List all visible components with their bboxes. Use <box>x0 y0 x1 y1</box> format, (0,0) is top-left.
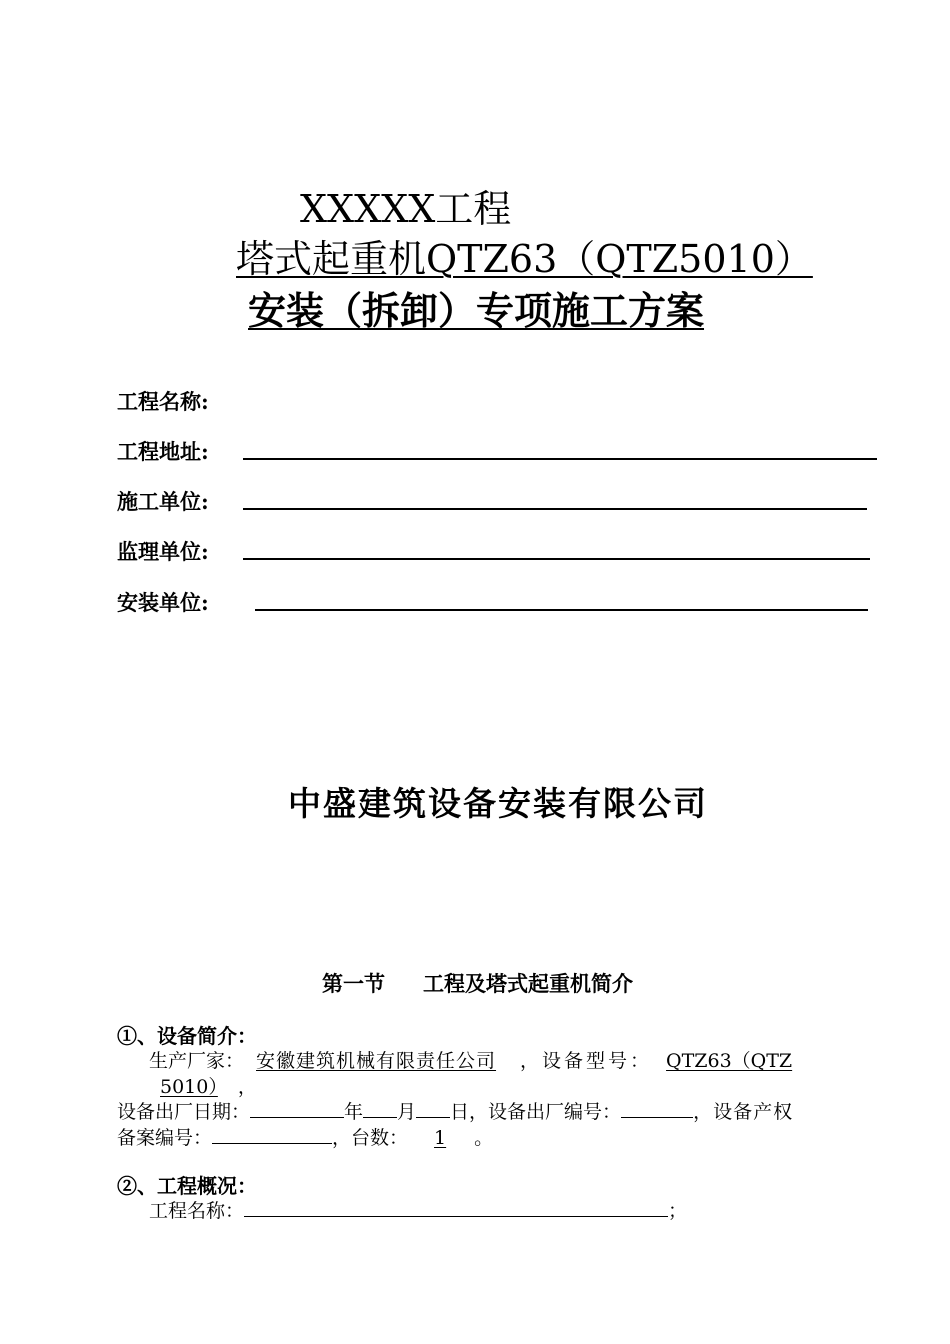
model-label: ，设备型号： <box>520 1050 653 1072</box>
manufacturer-line <box>149 1046 792 1073</box>
manufacturer-value: 安徽建筑机械有限责任公司 <box>256 1050 497 1072</box>
record-label-2: 备案编号： <box>117 1127 213 1149</box>
blank-serial[interactable] <box>621 1099 693 1118</box>
model-continue-line <box>160 1072 257 1099</box>
company-name: 中盛建筑设备安装有限公司 <box>288 784 708 823</box>
project-heading: ②、工程概况： <box>117 1174 257 1198</box>
blank-day[interactable] <box>416 1099 450 1118</box>
title-plan: 安装（拆卸）专项施工方案 <box>248 288 705 333</box>
date-label: 设备出厂日期： <box>117 1101 251 1123</box>
project-name-label: 工程名称： <box>149 1200 245 1222</box>
field-line-project-address[interactable] <box>243 458 877 460</box>
blank-date[interactable] <box>250 1099 344 1118</box>
count-value: 1 <box>434 1127 447 1149</box>
title-crane-model: 塔式起重机QTZ63（QTZ5010） <box>236 237 813 281</box>
equipment-heading: ①、设备简介： <box>117 1024 257 1048</box>
field-line-installation-unit[interactable] <box>255 609 868 611</box>
field-label-installation-unit: 安装单位: <box>117 590 209 615</box>
blank-project-name[interactable] <box>244 1198 668 1217</box>
section-heading <box>322 968 633 998</box>
count-label: ，台数： <box>332 1127 409 1149</box>
blank-month[interactable] <box>363 1099 397 1118</box>
blank-record-number[interactable] <box>212 1125 332 1144</box>
project-name-line <box>149 1196 687 1223</box>
field-label-project-name: 工程名称: <box>117 389 209 414</box>
project-name-end: ； <box>668 1200 688 1222</box>
field-line-construction-unit[interactable] <box>243 508 867 510</box>
record-line <box>117 1123 493 1150</box>
section-number: 第一节 <box>322 971 385 996</box>
manufacturer-label: 生产厂家： <box>149 1050 245 1072</box>
field-label-construction-unit: 施工单位: <box>117 489 209 514</box>
record-label: ，设备产权 <box>693 1101 794 1123</box>
section-title: 工程及塔式起重机简介 <box>423 971 633 996</box>
record-end: 。 <box>474 1127 494 1149</box>
model-comma: ， <box>237 1076 257 1098</box>
month-label: 月 <box>397 1101 417 1123</box>
title-project: XXXXX工程 <box>300 187 512 231</box>
model-value-b: 5010） <box>160 1076 218 1098</box>
year-label: 年 <box>344 1101 364 1123</box>
day-label: 日，设备出厂编号： <box>450 1101 622 1123</box>
field-label-supervision-unit: 监理单位: <box>117 539 209 564</box>
model-value-a: QTZ63（QTZ <box>666 1050 793 1072</box>
field-label-project-address: 工程地址: <box>117 439 209 464</box>
field-line-supervision-unit[interactable] <box>243 558 870 560</box>
date-line <box>117 1097 793 1124</box>
